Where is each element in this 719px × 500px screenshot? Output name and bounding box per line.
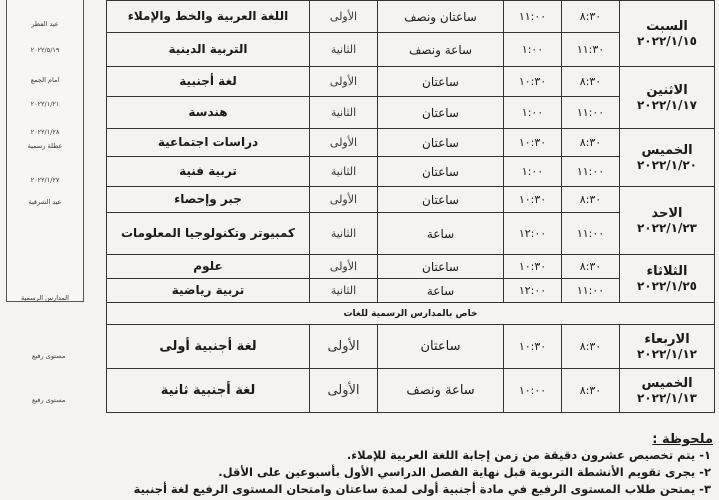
level-note: مستوى رفيع — [32, 396, 66, 404]
time-to-cell: ١:٠٠ — [504, 33, 562, 67]
time-from-cell: ١١:٠٠ — [562, 157, 620, 187]
time-from-cell: ٨:٣٠ — [562, 255, 620, 279]
side-note: ٢٠٢٢/١/٢١ — [30, 100, 60, 108]
period-cell: الأولى — [310, 129, 378, 157]
table-row — [107, 325, 715, 369]
period-cell: الأولى — [310, 1, 378, 33]
time-from-cell: ١١:٠٠ — [562, 97, 620, 129]
subject-cell: دراسات اجتماعية — [107, 129, 310, 157]
table-row — [107, 187, 715, 213]
day-cell: السبت ٢٠٢٢/١/١٥ — [620, 1, 715, 67]
schedule-table — [106, 0, 715, 413]
time-to-cell: ١٠:٣٠ — [504, 67, 562, 97]
time-to-cell: ١٠:٣٠ — [504, 255, 562, 279]
time-from-cell: ١١:٣٠ — [562, 33, 620, 67]
period-cell: الثانية — [310, 157, 378, 187]
day-cell: الخميس ٢٠٢٢/١/٢٠ — [620, 129, 715, 187]
time-from-cell: ٨:٣٠ — [562, 325, 620, 369]
side-note: ٢٠٢٢/١/٢٨ — [30, 128, 60, 136]
duration-cell: ساعتان — [378, 67, 504, 97]
period-cell: الثانية — [310, 213, 378, 255]
day-cell: الاربعاء ٢٠٢٢/١/١٢ — [620, 325, 715, 369]
duration-cell: ساعتان — [378, 187, 504, 213]
period-cell: الأولى — [310, 369, 378, 413]
duration-cell: ساعتان — [378, 255, 504, 279]
subject-cell: لغة أجنبية أولى — [107, 325, 310, 369]
time-to-cell: ١٢:٠٠ — [504, 213, 562, 255]
period-cell: الأولى — [310, 325, 378, 369]
subject-cell: علوم — [107, 255, 310, 279]
side-note: عطلة رسمية — [27, 142, 63, 150]
duration-cell: ساعتان — [378, 129, 504, 157]
time-from-cell: ٨:٣٠ — [562, 129, 620, 157]
note-line: ٢- يجرى تقويم الأنشطة التربوية قبل نهاية الفصل الدراسي الأول بأسبوعين على الأقل. — [218, 465, 711, 479]
notes-title: ملحوظة : — [652, 432, 713, 447]
time-to-cell: ١٢:٠٠ — [504, 279, 562, 303]
day-cell: الثلاثاء ٢٠٢٢/١/٢٥ — [620, 255, 715, 303]
period-cell: الأولى — [310, 67, 378, 97]
period-cell: الأولى — [310, 187, 378, 213]
day-cell: الاحد ٢٠٢٢/١/٢٣ — [620, 187, 715, 255]
time-to-cell: ١٠:٠٠ — [504, 369, 562, 413]
side-note: عيد الفطر — [31, 20, 59, 28]
duration-cell: ساعة — [378, 279, 504, 303]
time-from-cell: ٨:٣٠ — [562, 67, 620, 97]
table-row — [107, 67, 715, 97]
subject-cell: جبر وإحصاء — [107, 187, 310, 213]
period-cell: الثانية — [310, 97, 378, 129]
note-line: ١- يتم تخصيص عشرون دقيقة من زمن إجابة اللغة العربية للإملاء. — [346, 448, 711, 462]
table-row — [107, 369, 715, 413]
table-row — [107, 255, 715, 279]
side-note: امام الجمع — [30, 76, 60, 84]
subject-cell: لغة أجنبية ثانية — [107, 369, 310, 413]
subject-cell: التربية الدينية — [107, 33, 310, 67]
subject-cell: اللغة العربية والخط والإملاء — [107, 1, 310, 33]
subject-cell: تربية رياضية — [107, 279, 310, 303]
time-from-cell: ٨:٣٠ — [562, 1, 620, 33]
duration-cell: ساعتان — [378, 325, 504, 369]
day-cell: الاثنين ٢٠٢٢/١/١٧ — [620, 67, 715, 129]
duration-cell: ساعة ونصف — [378, 33, 504, 67]
period-cell: الثانية — [310, 33, 378, 67]
table-row — [107, 129, 715, 157]
time-to-cell: ١٠:٣٠ — [504, 325, 562, 369]
time-from-cell: ١١:٠٠ — [562, 279, 620, 303]
notes-section — [0, 432, 719, 500]
period-cell: الأولى — [310, 255, 378, 279]
subject-cell: تربية فنية — [107, 157, 310, 187]
subject-cell: هندسة — [107, 97, 310, 129]
side-note: ٢٠٢٢/٥/١٩ — [30, 46, 60, 54]
time-to-cell: ١٠:٣٠ — [504, 129, 562, 157]
subject-cell: لغة أجنبية — [107, 67, 310, 97]
time-to-cell: ١:٠٠ — [504, 97, 562, 129]
duration-cell: ساعة — [378, 213, 504, 255]
duration-cell: ساعة ونصف — [378, 369, 504, 413]
side-note: عيد الشرقية — [28, 198, 62, 206]
level-note: مستوى رفيع — [32, 352, 66, 360]
side-note: المدارس الرسمية — [21, 294, 69, 302]
time-to-cell: ١:٠٠ — [504, 157, 562, 187]
duration-cell: ساعتان ونصف — [378, 1, 504, 33]
time-to-cell: ١١:٠٠ — [504, 1, 562, 33]
duration-cell: ساعتان — [378, 97, 504, 129]
banner-row — [107, 303, 715, 325]
subject-cell: كمبيوتر وتكنولوجيا المعلومات — [107, 213, 310, 255]
side-notes-column — [6, 0, 84, 302]
day-cell: الخميس ٢٠٢٢/١/١٣ — [620, 369, 715, 413]
time-from-cell: ١١:٠٠ — [562, 213, 620, 255]
table-row — [107, 1, 715, 33]
time-to-cell: ١٠:٣٠ — [504, 187, 562, 213]
note-line: ٣- يمتحن طلاب المستوى الرفيع في مادة أجنبية أولى لمدة ساعتان وامتحان المستوى الرفيع لغة أجنبية — [133, 482, 711, 496]
side-note: ٢٠٢٢/١/٢٧ — [30, 176, 60, 184]
duration-cell: ساعتان — [378, 157, 504, 187]
time-from-cell: ٨:٣٠ — [562, 369, 620, 413]
language-schools-banner: خاص بالمدارس الرسمية للغات — [107, 303, 715, 325]
period-cell: الثانية — [310, 279, 378, 303]
time-from-cell: ٨:٣٠ — [562, 187, 620, 213]
